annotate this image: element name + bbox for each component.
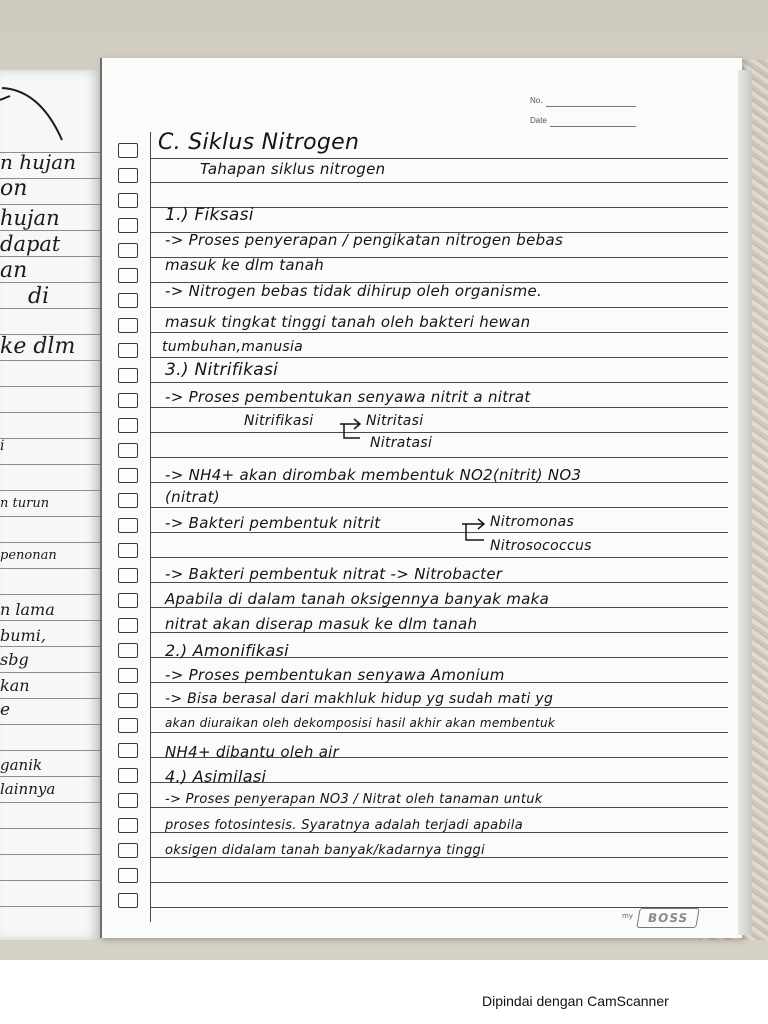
left-rule	[0, 646, 100, 647]
note-line: NH4+ dibantu oleh air	[165, 743, 340, 761]
line-checkbox[interactable]	[118, 893, 138, 908]
line-checkbox[interactable]	[118, 618, 138, 633]
ruled-line	[150, 182, 728, 183]
line-checkbox[interactable]	[118, 668, 138, 683]
left-rule	[0, 854, 100, 855]
left-text-fragment: on	[0, 176, 28, 201]
left-rule	[0, 672, 100, 673]
left-rule	[0, 724, 100, 725]
left-rule	[0, 542, 100, 543]
left-rule	[0, 620, 100, 621]
ruled-line	[150, 882, 728, 883]
ruled-line	[150, 507, 728, 508]
diagram-label: Nitromonas	[490, 514, 575, 530]
line-checkbox[interactable]	[118, 818, 138, 833]
left-text-fragment: di	[28, 284, 50, 309]
ruled-line	[150, 332, 728, 333]
left-text-fragment: kan	[0, 676, 30, 695]
date-field-line	[550, 126, 636, 127]
brand-logo: BOSS	[636, 908, 700, 928]
left-text-fragment: hujan	[0, 206, 60, 230]
note-line: -> Proses penyerapan NO3 / Nitrat oleh tanaman untuk	[165, 792, 543, 807]
note-line: proses fotosintesis. Syaratnya adalah terjadi apabila	[165, 818, 523, 833]
left-rule	[0, 568, 100, 569]
left-page	[0, 70, 100, 940]
no-field-line	[546, 106, 636, 107]
no-label: No.	[530, 96, 543, 105]
line-checkbox[interactable]	[118, 218, 138, 233]
left-rule	[0, 204, 100, 205]
line-checkbox[interactable]	[118, 718, 138, 733]
left-text-fragment: e	[0, 700, 11, 720]
left-text-fragment: ganik	[0, 756, 43, 774]
page-edge	[738, 70, 752, 935]
line-checkbox[interactable]	[118, 468, 138, 483]
left-rule	[0, 412, 100, 413]
note-line: (nitrat)	[165, 488, 220, 506]
note-line: -> Nitrogen bebas tidak dihirup oleh organisme.	[165, 282, 543, 300]
left-text-fragment: dapat	[0, 232, 61, 256]
left-rule	[0, 464, 100, 465]
line-checkbox[interactable]	[118, 343, 138, 358]
scanner-watermark: Dipindai dengan CamScanner	[482, 993, 669, 1009]
left-text-fragment: ke dlm	[0, 334, 76, 359]
line-checkbox[interactable]	[118, 643, 138, 658]
line-checkbox[interactable]	[118, 243, 138, 258]
left-rule	[0, 802, 100, 803]
branch-arrow	[460, 518, 492, 550]
ruled-line	[150, 432, 728, 433]
date-label: Date	[530, 116, 547, 125]
left-text-fragment: n lama	[0, 600, 55, 619]
left-rule	[0, 698, 100, 699]
line-checkbox[interactable]	[118, 418, 138, 433]
left-rule	[0, 776, 100, 777]
line-checkbox[interactable]	[118, 768, 138, 783]
line-checkbox[interactable]	[118, 493, 138, 508]
line-checkbox[interactable]	[118, 268, 138, 283]
left-text-fragment: sbg	[0, 650, 29, 669]
left-text-fragment: n turun	[0, 496, 50, 511]
branch-arrow	[338, 416, 370, 448]
line-checkbox[interactable]	[118, 143, 138, 158]
line-checkbox[interactable]	[118, 193, 138, 208]
left-rule	[0, 594, 100, 595]
step-heading: 2.) Amonifikasi	[165, 641, 289, 660]
ruled-line	[150, 707, 728, 708]
left-rule	[0, 308, 100, 309]
step-heading: 4.) Asimilasi	[165, 767, 267, 786]
left-rule	[0, 828, 100, 829]
left-text-fragment: n hujan	[0, 150, 77, 174]
note-line: -> Bakteri pembentuk nitrat -> Nitrobacter	[165, 565, 503, 583]
ruled-line	[150, 382, 728, 383]
left-text-fragment: i	[0, 438, 5, 454]
line-checkbox[interactable]	[118, 568, 138, 583]
note-line: tumbuhan,manusia	[162, 339, 304, 355]
line-checkbox[interactable]	[118, 168, 138, 183]
note-line: -> Proses pembentukan senyawa nitrit a nitrat	[165, 388, 531, 406]
ruled-line	[150, 532, 728, 533]
curved-stroke	[0, 70, 100, 160]
brand-prefix: my	[622, 912, 633, 920]
note-line: -> Proses penyerapan / pengikatan nitrogen bebas	[165, 231, 564, 249]
line-checkbox[interactable]	[118, 293, 138, 308]
step-heading: 1.) Fiksasi	[165, 205, 254, 225]
ruled-line	[150, 732, 728, 733]
note-line: -> Bakteri pembentuk nitrit	[165, 514, 381, 532]
line-checkbox[interactable]	[118, 868, 138, 883]
note-line: masuk tingkat tinggi tanah oleh bakteri hewan	[165, 313, 531, 331]
diagram-label: Nitritasi	[366, 413, 424, 429]
ruled-line	[150, 307, 728, 308]
note-line: Apabila di dalam tanah oksigennya banyak maka	[165, 590, 550, 608]
diagram-label: Nitrosococcus	[490, 538, 592, 554]
left-text-fragment: an	[0, 258, 28, 283]
subtitle: Tahapan siklus nitrogen	[200, 160, 386, 178]
line-checkbox[interactable]	[118, 393, 138, 408]
line-checkbox[interactable]	[118, 368, 138, 383]
ruled-line	[150, 407, 728, 408]
line-checkbox[interactable]	[118, 443, 138, 458]
left-rule	[0, 516, 100, 517]
left-rule	[0, 880, 100, 881]
note-line: nitrat akan diserap masuk ke dlm tanah	[165, 615, 478, 633]
diagram-label: Nitrifikasi	[244, 413, 314, 429]
margin-line	[150, 132, 151, 922]
ruled-line	[150, 557, 728, 558]
note-line: masuk ke dlm tanah	[165, 256, 325, 274]
note-line: akan diuraikan oleh dekomposisi hasil akhir akan membentuk	[165, 716, 556, 730]
note-line: -> Bisa berasal dari makhluk hidup yg sudah mati yg	[165, 691, 554, 707]
line-checkbox[interactable]	[118, 318, 138, 333]
left-text-fragment: lainnya	[0, 780, 56, 798]
left-rule	[0, 256, 100, 257]
line-checkbox[interactable]	[118, 593, 138, 608]
left-rule	[0, 490, 100, 491]
left-rule	[0, 360, 100, 361]
ruled-line	[150, 357, 728, 358]
left-rule	[0, 750, 100, 751]
line-checkbox[interactable]	[118, 743, 138, 758]
diagram-label: Nitratasi	[370, 435, 433, 451]
section-title: C. Siklus Nitrogen	[158, 130, 360, 155]
note-line: -> NH4+ akan dirombak membentuk NO2(nitrit) NO3	[165, 466, 582, 484]
left-rule	[0, 906, 100, 907]
note-line: oksigen didalam tanah banyak/kadarnya tinggi	[165, 843, 485, 858]
left-text-fragment: bumi,	[0, 626, 46, 645]
line-checkbox[interactable]	[118, 518, 138, 533]
left-rule	[0, 438, 100, 439]
line-checkbox[interactable]	[118, 793, 138, 808]
line-checkbox[interactable]	[118, 543, 138, 558]
ruled-line	[150, 807, 728, 808]
left-text-fragment: penonan	[0, 548, 57, 563]
ruled-line	[150, 158, 728, 159]
ruled-line	[150, 457, 728, 458]
left-rule	[0, 230, 100, 231]
left-rule	[0, 386, 100, 387]
step-heading: 3.) Nitrifikasi	[165, 360, 279, 380]
note-line: -> Proses pembentukan senyawa Amonium	[165, 666, 505, 684]
line-checkbox[interactable]	[118, 693, 138, 708]
line-checkbox[interactable]	[118, 843, 138, 858]
